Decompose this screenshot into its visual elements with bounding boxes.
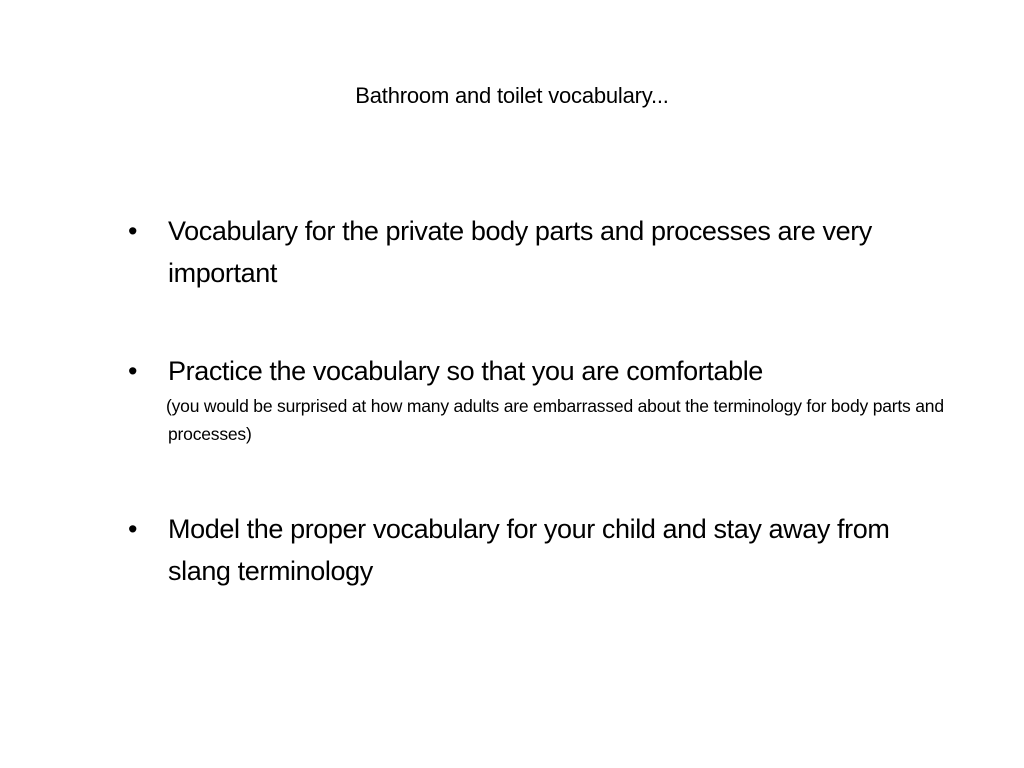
bullet-marker: • [128,356,138,386]
bullet-text: Model the proper vocabulary for your child and stay away from slang terminology [168,514,890,586]
bullet-text: Practice the vocabulary so that you are comfortable [168,356,763,386]
slide-title: Bathroom and toilet vocabulary... [355,83,669,108]
bullet-item [128,508,958,592]
bullet-marker: • [128,514,138,544]
bullet-note: (you would be surprised at how many adults are embarrassed about the terminology for body parts and processes) [166,396,944,444]
bullet-text: Vocabulary for the private body parts and processes are very important [168,216,872,288]
bullet-item [128,350,958,448]
bullet-marker: • [128,216,138,246]
bullet-item [128,210,958,294]
